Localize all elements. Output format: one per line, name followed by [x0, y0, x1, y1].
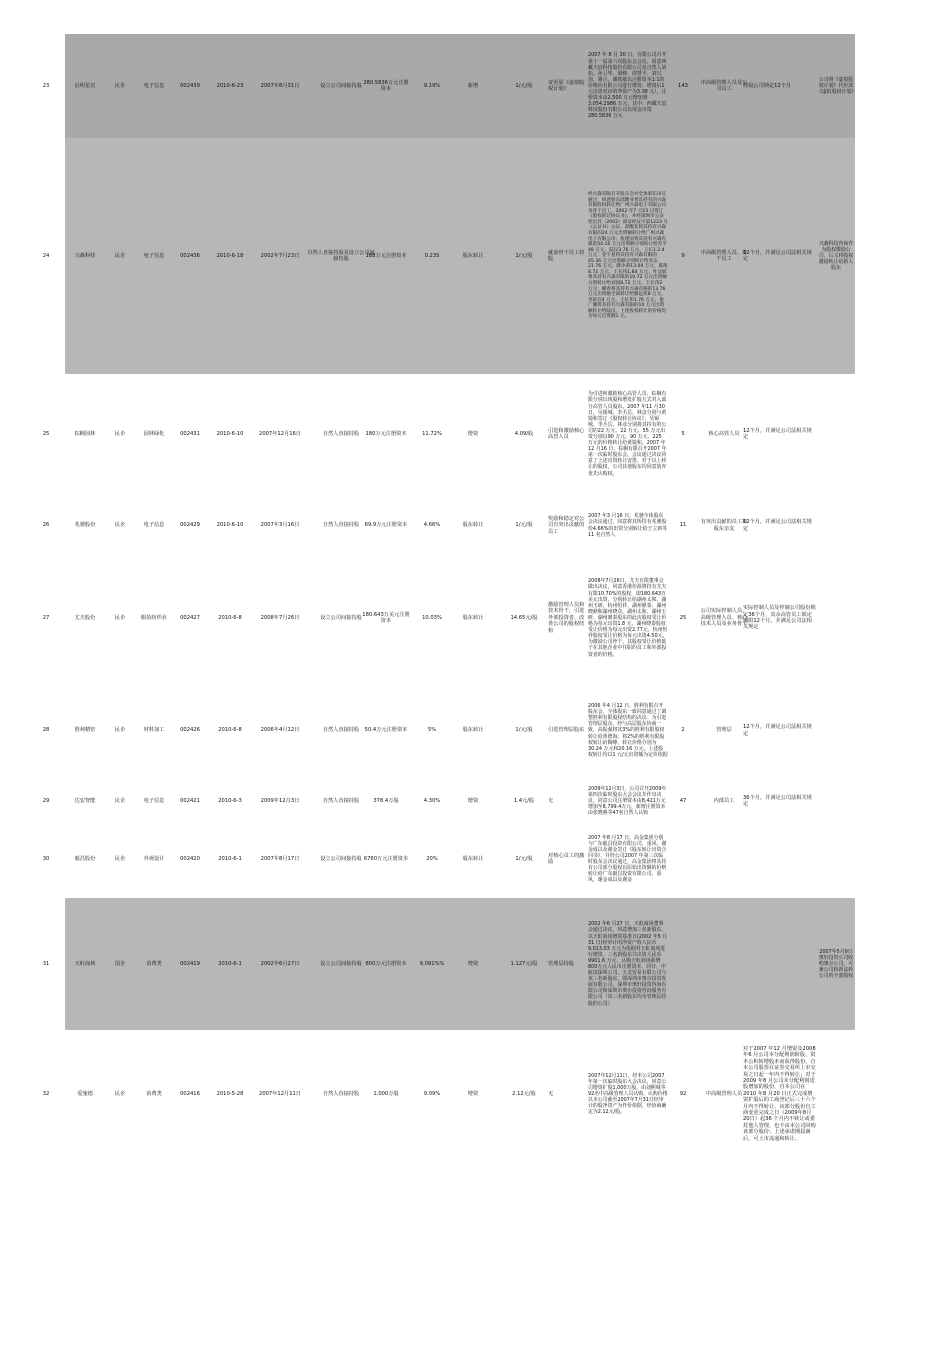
cell-code: 002421 — [180, 797, 200, 804]
cell-lock: 12个月，并满足公司法相关规定 — [743, 249, 812, 262]
cell-no: 24 — [42, 252, 50, 259]
cell-name: 胜利精密 — [74, 727, 96, 734]
cell-no: 27 — [42, 614, 50, 621]
cell-fair: 对核心员工的激励 — [548, 852, 585, 865]
cell-ratio: 0.235 — [424, 252, 440, 259]
cell-count: 11 — [679, 522, 687, 529]
cell-count: 143 — [678, 82, 688, 89]
cell-type: 民企 — [114, 855, 126, 862]
cell-method: 自然人直接持股 — [322, 522, 360, 529]
cell-desc: 2007 年8 月17 日，高金集团分别与广东毅昌投资有限公司、重风、谢金成以及谢金签订《股东转让出资合同书》，并经公司2007 年第三次临时股东会决议通过，高金集团将其持有公司部分股权以原始出资额的价格转让给广东毅昌投资有限公司、重风、谢金成以及谢金 — [588, 834, 667, 884]
cell-object: 公司实际控制人员、高级管理人员、核心技术人员及业务骨干 — [700, 608, 748, 628]
cell-source: 股东转让 — [462, 252, 484, 259]
cell-lock: 对于2007 年12 月增资及2008 年6 月公司本分配利润转股、资本公积转增股本而获得股份，自本公司股票在证券交易所上市交易之日起一年内不得转让；对于2009 年8 月公司未分配利润送股增加的股份，自本公司在2010 年8 月20 日正式完成增资扩股后的工商登记后三十六个月内不得转让，该部分股份自工商变更完成之日（2009年8月20日）起36 个月内不转让或委托他人管理，也不由本公司回购该部分股份；上述承诺期届满后，可上市流通和转让。 — [743, 1045, 816, 1142]
cell-name: 毅昌股份 — [74, 855, 96, 862]
cell-name: 尤夫股份 — [74, 614, 96, 621]
cell-desc: 2007 年 8 月 30 日，有限公司召开第十一届第六次股东会会议，同意西藏天辰科技股份有限公司及自然人刘松、孙卫华、梁峰、谭慧平、刘兴泡、骆言、潘铁敏以注册资本1:1的价格向有限公司进行增资；增资后1 元出资对应的净资产为3.38 元），注册资本由2,500 万元增加到3,054.2986 万元，其中：西藏天辰科技股份有限公司以现金出资280.5836 万元 — [588, 52, 667, 120]
cell-fair: 引进和激励核心高管人员 — [548, 427, 585, 440]
cell-count: 47 — [679, 797, 687, 804]
cell-note: 兴森科技咨询作为股权激励公司，后又将股权激励转让给新人股东 — [818, 241, 854, 271]
cell-code: 002416 — [180, 1090, 200, 1097]
cell-industry: 外观设计 — [143, 855, 165, 862]
cell-amount: 188万元注册资本 — [365, 252, 407, 259]
cell-desc: 2006 年4 月12 日，胜利有限召开股东会，全体股东一致同意通过了调整胜利有限股权结构的决议：为引进管理层股东，经与高层股东协商一致，高振强将其3%的胜利有限股权转让给黄德海；将2%的胜利有限股权转让给陶峰，转让价格分别为30.24 万元和20.16 万元。上述股权转让均以1 元/元出资额为定价依据 — [588, 703, 668, 758]
cell-count: 25 — [679, 614, 687, 621]
cell-desc: 经兴森有限召开股东会并全体股东审议通过，同意股东邱醒亚将其持有的兴森有限股权转让给广州兴森电子有限公司及骨干员工，2002 年7 月23 日签订《股权转让协议书》，并经深圳市公证处出具（2002）深证经证字第1223 号《公证书》公证。邱醒亚将其持有兴森有限的24 万元出资额转让给广州兴森电子有限公司；张建国将其持有兴森有限的54.16 万元出资额分别转让给苏平48 万元、陆汉3.76 万元、王长1.2.4 万元；金宇星将其持有兴森有限的45.36 万元出资额分别转让给李志21.76 万元、滕少莉13.04 万元、陈凯8.72 万元、王长伟1.84 万元；叶汉斌将其持有兴森有限的10.72 万元出资额分别转让给刘国8.72 万元、王长伟2 万元；柳春将其持有兴森有限的13.76 万元出资额全部转让给滕远侠8 万元、李滨宜4 万元、王长伟1.76 万元，推广潮将其持有兴森有限的10 万元出资额转让给陆汉。上述股权转让的价格均为每元出资额1 元。 — [588, 192, 668, 320]
cell-method: 设立公司间接持股 — [320, 960, 362, 967]
table-row — [35, 34, 857, 138]
cell-method: 设立公司间接持股 — [320, 855, 362, 862]
cell-list-date: 2010-6-10 — [216, 430, 244, 437]
cell-fair: 就前骨干员工持股 — [548, 249, 585, 262]
cell-source: 增资 — [467, 1090, 479, 1097]
cell-fair: 无 — [548, 1090, 554, 1097]
cell-type: 民企 — [114, 522, 126, 529]
cell-method: 设立公司间接持股 — [320, 82, 362, 89]
cell-list-date: 2010-6-3 — [218, 797, 242, 804]
cell-plan-date: 2009年12月3日 — [260, 797, 300, 804]
cell-list-date: 2010-6-18 — [216, 252, 244, 259]
cell-industry: 消费类 — [146, 1090, 162, 1097]
table-row — [35, 494, 857, 557]
cell-no: 26 — [42, 522, 50, 529]
cell-type: 民企 — [114, 727, 126, 734]
cell-object: 内部员工 — [713, 797, 735, 804]
cell-amount: 180万元注册资本 — [365, 430, 407, 437]
cell-plan-date: 2007年12月11日 — [259, 1090, 301, 1097]
cell-no: 23 — [42, 82, 50, 89]
cell-lock: 36个月，并满足公司法相关规定 — [743, 794, 812, 807]
cell-amount: 378.4万股 — [373, 797, 399, 804]
cell-no: 31 — [42, 960, 50, 967]
cell-desc: 2009年12月3日，公司召开2009年第四次临时股东大会会议并作出决议，同意公司注册资本由8,421万元增加至8,799.4万元，新增注册资本由张晓燕等47名自然人认购 — [588, 785, 667, 817]
cell-ratio: 9.19% — [423, 82, 441, 89]
cell-source: 增资 — [467, 960, 479, 967]
cell-source: 股东转让 — [462, 614, 484, 621]
table-row — [35, 782, 857, 820]
table-row — [35, 820, 857, 898]
cell-name: 兆驰股份 — [74, 522, 96, 529]
cell-code: 002420 — [180, 855, 200, 862]
cell-object: 中高级管理人员及公司员工 — [700, 79, 748, 92]
cell-price: 2.12元/股 — [512, 1090, 536, 1097]
cell-list-date: 2010-6-8 — [218, 727, 242, 734]
cell-desc: 2008年7月26日，尤夫有限董事会做出决议，同意香港佳源将持有尤夫有限10.70%的股权，即180.643万美元出资，分别转让给湖州太和、湖州玉研、杭州恒祥、湖州鼎泰、湖州晓鼎和湖州晓众。湖州太和、湖州玉研、湖州鼎泰股东的此次股权受让价格为每元出资1.8 元，湖州晓泰股权受让价格为每元出资2.77元，杭州恒祥股权受让价格为每元出资4.50元。为激励公司骨干，其股权受让价格低于在其他企业中任职的员工和外部投资者的价格。 — [588, 578, 668, 658]
cell-method: 自然人直接持股 — [322, 430, 360, 437]
cell-amount: 800万元注册资本 — [365, 960, 407, 967]
cell-ratio: 4.66% — [423, 522, 441, 529]
cell-no: 30 — [42, 855, 50, 862]
cell-ratio: 9.09% — [423, 1090, 441, 1097]
cell-type: 民企 — [114, 82, 126, 89]
cell-count: 5 — [681, 430, 685, 437]
cell-fair: 奖励和稳定对公司有突出贡献的员工 — [548, 515, 585, 535]
cell-price: 14.65元/股 — [510, 614, 538, 621]
cell-ratio: 4.30% — [423, 797, 441, 804]
cell-type: 国企 — [114, 960, 126, 967]
cell-no: 32 — [42, 1090, 50, 1097]
cell-type: 民企 — [114, 252, 126, 259]
cell-lock: 12个月，并满足公司法相关规定 — [743, 427, 812, 440]
cell-no: 25 — [42, 430, 50, 437]
cell-list-date: 2010-6-23 — [216, 82, 244, 89]
cell-source: 增资 — [467, 430, 479, 437]
cell-amount: 280.5836万元注册资本 — [363, 79, 409, 92]
cell-object: 核心高管人员 — [708, 430, 740, 437]
cell-fair: 引进管理层股东 — [548, 727, 585, 734]
cell-lock: 持股公司锁定12个月 — [743, 82, 792, 89]
cell-price: 1.127元/股 — [510, 960, 538, 967]
cell-no: 29 — [42, 797, 50, 804]
cell-count: 92 — [679, 1090, 687, 1097]
cell-name: 达安智能 — [74, 797, 96, 804]
cell-plan-date: 2007年12月16日 — [259, 430, 301, 437]
employee-equity-table — [35, 34, 857, 1158]
cell-name: 兴森科技 — [74, 252, 96, 259]
cell-type: 民企 — [114, 797, 126, 804]
cell-name: 爱施德 — [77, 1090, 93, 1097]
cell-name: 天虹商场 — [74, 960, 96, 967]
cell-code: 002419 — [180, 960, 200, 967]
cell-amount: 1,000万股 — [373, 1090, 399, 1097]
cell-plan-date: 2007年8月31日 — [260, 82, 300, 89]
cell-object: 管理层 — [716, 727, 732, 734]
cell-amount: 6760万元注册资本 — [363, 855, 409, 862]
cell-code: 002426 — [180, 727, 200, 734]
cell-method: 自然人直接持股及设立公司间接持股 — [307, 249, 375, 262]
cell-object: 中高级管理人员、骨干员工 — [700, 249, 748, 262]
cell-source: 股东转让 — [462, 855, 484, 862]
cell-method: 设立公司间接持股 — [320, 614, 362, 621]
cell-name: 棕榈园林 — [74, 430, 96, 437]
cell-industry: 服装纺织业 — [141, 614, 167, 621]
cell-plan-date: 2008年7月26日 — [260, 614, 300, 621]
cell-ratio: 20% — [426, 855, 438, 862]
cell-list-date: 2010-6-10 — [216, 522, 244, 529]
cell-code: 002431 — [180, 430, 200, 437]
cell-count: 9 — [681, 252, 685, 259]
cell-lock: 实际控制人员及控制公司股份锁定36个月，其余高管员工锁定期限12个月，并满足公司法相关规定 — [743, 605, 816, 631]
cell-object: 中高级管理人员 — [705, 1090, 743, 1097]
cell-source: 增资 — [467, 797, 479, 804]
cell-object: 有突出贡献的员工和股东亲友 — [700, 519, 748, 532]
cell-plan-date: 2002年6月27日 — [260, 960, 300, 967]
cell-lock: 12个月，并满足公司法相关规定 — [743, 519, 812, 532]
cell-industry: 电子信息 — [143, 797, 165, 804]
cell-fair: 激励管理人员和技术骨干，引进外部投资者，改善公司的股权结构 — [548, 601, 585, 634]
cell-source: 新增 — [467, 82, 479, 89]
cell-plan-date: 2007年8月17日 — [260, 855, 300, 862]
cell-type: 民企 — [114, 614, 126, 621]
cell-list-date: 2010-5-28 — [216, 1090, 244, 1097]
cell-industry: 电子信息 — [143, 82, 165, 89]
cell-plan-date: 2002年7月23日 — [260, 252, 300, 259]
table-row — [35, 679, 857, 782]
cell-method: 自然人直接持股 — [322, 1090, 360, 1097]
table-row — [35, 898, 857, 1030]
cell-no: 28 — [42, 727, 50, 734]
cell-fair: 变更原《虚拟股权计划》 — [548, 79, 585, 92]
cell-fair: 无 — [548, 797, 554, 804]
cell-plan-date: 2007年3月16日 — [260, 522, 300, 529]
cell-source: 股东转让 — [462, 727, 484, 734]
cell-desc: 2007年12月11日，经本公司2007年第一次临时股东大会决议，同意公司增资扩股1,000万股，由刘熙城等92名中高级管理人员认购，认购价格以本公司截至2007年7月31日经审计的股净资产为作价依据，经协商确定为2.12元/股。 — [588, 1072, 668, 1116]
cell-price: 1/元/股 — [515, 522, 533, 529]
cell-desc: 2002 年6 月27 日，天虹商场董事会通过决议，同意增加三名新股东，以天虹商场增资基准日(2002 年5 月31 日)经审计的净资产值人民币9,013.03 万元为依据对天虹商场进行增资，三名新股东共出资人民币9901.6 万元，认购天虹商场新增800万元人民币注册资本。同日，中航技深圳公司、五龙贸易有限公司与该三名新股东，即深圳市奥尔投资发展有限公司、深圳市奥轩投资咨询有限公司和深圳市奥尔投资咨询服务有限公司（该三名新股东均为管理层持股的公司） — [588, 921, 668, 1007]
cell-amount: 180.643万美元注册资本 — [362, 611, 410, 624]
cell-code: 002427 — [180, 614, 200, 621]
cell-count: 2 — [681, 727, 685, 734]
table-row — [35, 138, 857, 374]
cell-industry: 电子信息 — [143, 522, 165, 529]
cell-plan-date: 2006年4月12日 — [260, 727, 300, 734]
cell-ratio: 5% — [427, 727, 437, 734]
cell-industry: 材料加工 — [143, 727, 165, 734]
cell-desc: 2007 年3 月16 日，兆驰全体股东会决议通过，同意将其所持有兆驰股份4.66%的出资分别转让给王立新等11 名自然人 — [588, 513, 668, 538]
cell-code: 002436 — [180, 252, 200, 259]
cell-ratio: 10.03% — [422, 614, 442, 621]
cell-price: 1/元/股 — [515, 252, 533, 259]
cell-industry: 电子信息 — [143, 252, 165, 259]
cell-price: 1/元/股 — [515, 82, 533, 89]
cell-method: 自然人直接持股 — [322, 727, 360, 734]
cell-note: 2007年5月9日奥轩投资公司收购奥尔公司，可兼公司和新法转公司的全部股权 — [818, 949, 854, 979]
cell-ratio: 9.091%% — [419, 960, 445, 967]
cell-desc: 为引进和激励核心高管人员，棕榈有限分别以现股和增发扩股方式对入部分高管人员股东。2007 年11 月30 日，吴锡城、李丕岳、林彦分别与黄镜和签订《股权转让协议》；吴锡城、李丕岳、林彦分别将其持有的公司的22 万元、22 万元、55 万元出资分别以90 万元、90 万元、225 万元的价格转让给黄镜和。2007 年12 月16 日，棕榈有限召开2007 年第一次临时股东会，会议通过决议同意了上述出资转让安排，对于以上转让的股权，公司其他股东均同意放弃优先认购权。 — [588, 391, 667, 477]
table-row — [35, 374, 857, 494]
cell-lock: 12个月，并满足公司法相关规定 — [743, 724, 812, 737]
cell-price: 1/元/股 — [515, 727, 533, 734]
cell-list-date: 2010-6-1 — [218, 855, 242, 862]
cell-list-date: 2010-6-1 — [218, 960, 242, 967]
cell-fair: 管理层持股 — [548, 960, 574, 967]
cell-source: 股东转让 — [462, 522, 484, 529]
cell-amount: 69.9万元注册资本 — [364, 522, 408, 529]
cell-industry: 消费类 — [146, 960, 162, 967]
cell-amount: 50.4万元注册资本 — [364, 727, 408, 734]
table-row — [35, 1030, 857, 1158]
cell-list-date: 2010-6-8 — [218, 614, 242, 621]
cell-price: 4.09/股 — [514, 430, 534, 437]
cell-type: 民企 — [114, 430, 126, 437]
cell-price: 1/元/股 — [515, 855, 533, 862]
cell-note: 公司将《虚拟股权计划》代价款《虚拟股权计划》 — [817, 77, 857, 95]
cell-price: 1.4元/股 — [513, 797, 535, 804]
cell-name: 启明星辰 — [74, 82, 96, 89]
cell-method: 自然人直接持股 — [322, 797, 360, 804]
cell-industry: 园林绿化 — [143, 430, 165, 437]
table-row — [35, 557, 857, 679]
cell-type: 民企 — [114, 1090, 126, 1097]
cell-code: 002439 — [180, 82, 200, 89]
cell-code: 002429 — [180, 522, 200, 529]
cell-ratio: 11.72% — [422, 430, 442, 437]
